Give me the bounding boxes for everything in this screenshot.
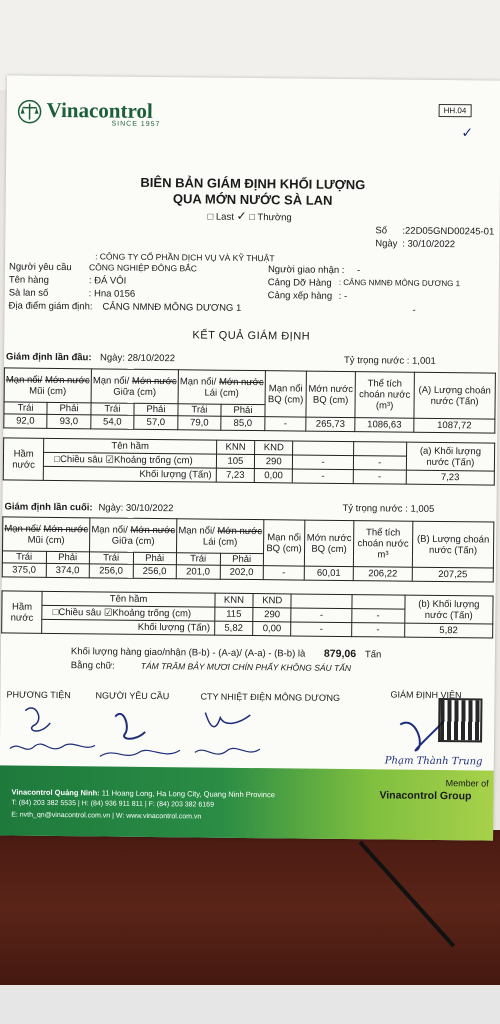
so-value: :22D05GND00245-01 xyxy=(402,225,495,238)
goods-value: : ĐÁ VÔI xyxy=(88,275,127,287)
last-date: Ngày: 30/10/2022 xyxy=(98,502,174,515)
qr-code xyxy=(440,700,480,740)
last-tank-table: Hầm nước Tên hầm KNN KND (b) Khối lượng nước (Tấn) □Chiều sâu ☑Khoảng trống (cm) 115 290 - - Khối lượng (Tấn) 5,82 0,00 - - 5,82 xyxy=(1,590,493,638)
last-density: Tỷ trọng nước : 1,005 xyxy=(342,502,435,515)
summary-unit: Tấn xyxy=(364,649,382,661)
first-label: Giám định lần đầu: xyxy=(5,351,92,364)
first-date: Ngày: 28/10/2022 xyxy=(99,352,176,365)
scale-icon xyxy=(16,100,42,124)
footer-phones: T: (84) 203 382 5535 | H: (84) 936 911 811 | F: (84) 203 382 6169 xyxy=(11,799,215,809)
requester-label: Người yêu cầu xyxy=(8,261,72,274)
load-value: : - xyxy=(338,290,348,303)
footer-group: Vinacontrol Group xyxy=(379,789,472,803)
form-code: HH.04 xyxy=(439,104,472,117)
footer-banner xyxy=(0,765,494,840)
footer-address: Vinacontrol Quảng Ninh: 11 Hoang Long, Ha Long City, Quang Ninh Province xyxy=(11,787,275,800)
last-label: Giám định lần cuối: xyxy=(4,501,93,514)
option-last: □ Last ✓ □ Thường xyxy=(207,208,292,224)
place-label: Địa điểm giám định: xyxy=(8,300,93,313)
place-value: CẢNG NMNĐ MÔNG DƯƠNG 1 xyxy=(102,301,242,314)
last-draft-table: Mạn nổi/ Mớn nước Mũi (cm) Mạn nổi/ Mớn nước Giữa (cm) Mạn nổi/ Mớn nước Lái (cm) Mạn nổi BQ (cm) Mớn nước BQ (cm) Thể tích choán nước m³ (B) Lượng choán nước (Tấn) Trái Phải Trái Phải Trái Phải 375,0 374,0 256,0 256,0 201,0 202,0 - 60,01 206,22 207,25 xyxy=(2,516,495,582)
first-draft-table: Mạn nổi/ Mớn nước Mũi (cm) Mạn nổi/ Mớn nước Giữa (cm) Mạn nổi/ Mớn nước Lái (cm) Mạn nổi BQ (cm) Mớn nước BQ (cm) Thể tích choán nước (m³) (A) Lượng choán nước (Tấn) Trái Phải Trái Phải Trái Phải 92,0 93,0 54,0 57,0 79,0 85,0 - 265,73 1086,63 1087,72 xyxy=(3,367,496,433)
checkmark-icon: ✓ xyxy=(461,124,474,141)
deliver-label: Người giao nhận : xyxy=(267,264,345,276)
sig-label-plant: CTY NHIỆT ĐIỆN MÔNG DƯƠNG xyxy=(200,691,341,703)
logo-since: SINCE 1957 xyxy=(111,120,161,129)
unload-value: : CẢNG NMNĐ MÔNG DƯƠNG 1 xyxy=(338,277,461,289)
footer-member: Member of xyxy=(445,778,489,789)
surveyor-name-signature: Phạm Thành Trung xyxy=(384,755,483,768)
place-dash: - xyxy=(412,304,416,316)
cloth xyxy=(0,985,500,1024)
first-tank-table: Hầm nước Tên hầm KNN KND (a) Khối lượng nước (Tấn) □Chiều sâu ☑Khoảng trống (cm) 105 290 - - Khối lượng (Tấn) 7,23 0,00 - - 7,23 xyxy=(3,437,495,485)
vinacontrol-logo xyxy=(16,100,42,129)
first-density: Tỷ trọng nước : 1,001 xyxy=(343,354,436,367)
words-value: TÁM TRĂM BẢY MƯƠI CHÍN PHẨY KHÔNG SÁU TẤN xyxy=(140,660,352,674)
requester-value-1: : CÔNG TY CỔ PHẦN DỊCH VỤ VÀ KỸ THUẬT xyxy=(95,251,275,264)
barge-label: Sà lan số xyxy=(8,287,49,299)
deliver-value: - xyxy=(356,265,361,277)
sig-label-requester: NGƯỜI YÊU CẦU xyxy=(95,690,170,702)
summary-value: 879,06 xyxy=(323,647,357,661)
sig-label-surveyor: GIÁM ĐỊNH VIÊN xyxy=(390,689,462,701)
so-label: Số xyxy=(375,225,388,237)
logo-text: Vinacontrol xyxy=(46,97,153,123)
document-sheet xyxy=(0,75,500,840)
result-title: KẾT QUẢ GIÁM ĐỊNH xyxy=(192,329,311,343)
footer-emails: E: nvth_qn@vinacontrol.com.vn | W: www.vinacontrol.com.vn xyxy=(11,811,202,821)
ngay-value: : 30/10/2022 xyxy=(402,238,456,251)
doc-title-line2: QUA MỚN NƯỚC SÀ LAN xyxy=(172,191,333,208)
ngay-label: Ngày xyxy=(375,238,398,250)
unload-label: Cảng Dỡ Hàng xyxy=(267,277,332,289)
load-label: Cảng xếp hàng xyxy=(267,290,333,302)
doc-title-line1: BIÊN BẢN GIÁM ĐỊNH KHỐI LƯỢNG xyxy=(140,174,366,193)
summary-formula: Khối lượng hàng giao/nhận (B-b) - (A-a)/ (A-a) - (B-b) là xyxy=(70,646,306,660)
requester-value-2: CÔNG NGHIỆP ĐÔNG BẮC xyxy=(88,262,198,274)
barge-value: : Hna 0156 xyxy=(88,288,136,300)
words-label: Bằng chữ: xyxy=(70,660,115,672)
sig-label-vessel: PHƯƠNG TIỆN xyxy=(6,689,71,701)
goods-label: Tên hàng xyxy=(8,274,50,286)
